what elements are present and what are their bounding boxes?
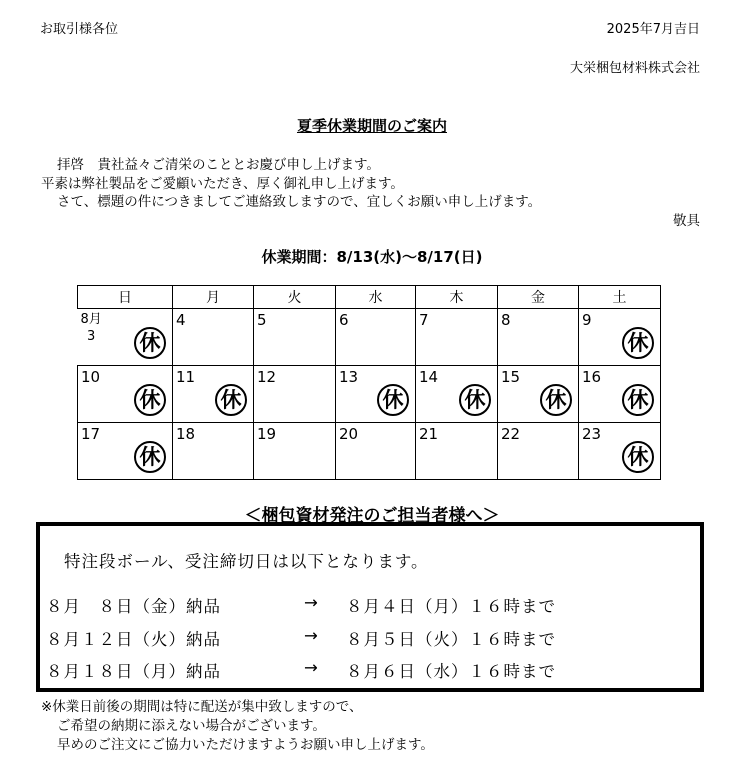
day-number: 20 bbox=[339, 425, 359, 443]
calendar-day-cell bbox=[173, 366, 254, 423]
day-number: 14 bbox=[419, 368, 439, 386]
closing-word: 敬具 bbox=[673, 213, 700, 229]
recipient: お取引様各位 bbox=[40, 22, 119, 37]
calendar-week-row bbox=[78, 423, 661, 480]
footnote-line-1: ※休業日前後の期間は特に配送が集中致しますので、 bbox=[41, 699, 363, 715]
calendar-day-cell bbox=[416, 366, 498, 423]
day-number: 4 bbox=[176, 311, 186, 329]
notice-lead: 特注段ボール、受注締切日は以下となります。 bbox=[64, 552, 429, 571]
day-number: 10 bbox=[81, 368, 101, 386]
closed-day-mark: 休 bbox=[459, 384, 491, 416]
closure-period: 休業期間：8/13(水)～8/17(日) bbox=[261, 248, 483, 266]
arrow-1: → bbox=[304, 593, 319, 612]
closed-day-mark: 休 bbox=[540, 384, 572, 416]
calendar-day-cell bbox=[173, 309, 254, 366]
day-number: 12 bbox=[257, 368, 277, 386]
day-number: 8 bbox=[501, 311, 511, 329]
arrow-3: → bbox=[304, 658, 319, 677]
day-number: 7 bbox=[419, 311, 429, 329]
footnote-line-2: ご希望の納期に添えない場合がございます。 bbox=[57, 718, 326, 734]
footnote-line-3: 早めのご注文にご協力いただけますようお願い申し上げます。 bbox=[57, 737, 434, 753]
intro-line-3: さて、標題の件につきましてご連絡致しますので、宜しくお願い申し上げます。 bbox=[57, 194, 542, 210]
company-name: 大栄梱包材料株式会社 bbox=[569, 61, 700, 76]
closed-day-mark: 休 bbox=[134, 384, 166, 416]
intro-line-1: 拝啓 貴社益々ご清栄のこととお慶び申し上げます。 bbox=[57, 157, 380, 173]
closed-day-mark: 休 bbox=[134, 327, 166, 359]
month-label: 8月 bbox=[80, 312, 102, 327]
day-number: 21 bbox=[419, 425, 439, 443]
calendar-day-cell bbox=[78, 366, 173, 423]
weekday-header-row bbox=[78, 286, 661, 309]
calendar-day-cell bbox=[416, 309, 498, 366]
calendar-day-cell bbox=[579, 366, 661, 423]
month-and-day-label bbox=[81, 311, 102, 345]
calendar-day-cell bbox=[579, 309, 661, 366]
calendar-day-cell bbox=[254, 309, 336, 366]
calendar-day-cell bbox=[579, 423, 661, 480]
closed-day-mark: 休 bbox=[215, 384, 247, 416]
day-number: 3 bbox=[87, 329, 96, 344]
calendar-day-cell bbox=[498, 309, 579, 366]
day-number: 15 bbox=[501, 368, 521, 386]
issue-date: 2025年7月吉日 bbox=[606, 22, 700, 37]
calendar-day-cell bbox=[336, 423, 416, 480]
calendar-day-cell bbox=[78, 423, 173, 480]
weekday-sun: 日 bbox=[78, 286, 173, 309]
day-number: 18 bbox=[176, 425, 196, 443]
day-number: 9 bbox=[582, 311, 592, 329]
weekday-fri: 金 bbox=[498, 286, 579, 309]
calendar-day-cell bbox=[498, 366, 579, 423]
deadline-1: ８月４日（月）１６時まで bbox=[346, 597, 556, 616]
holiday-calendar bbox=[77, 285, 661, 480]
delivery-date-2: ８月１２日（火）納品 bbox=[46, 630, 221, 649]
document-title: 夏季休業期間のご案内 bbox=[296, 117, 447, 135]
day-number: 5 bbox=[257, 311, 267, 329]
calendar-week-row bbox=[78, 366, 661, 423]
calendar-day-cell bbox=[336, 309, 416, 366]
calendar-day-cell bbox=[416, 423, 498, 480]
day-number: 13 bbox=[339, 368, 359, 386]
calendar-week-row bbox=[78, 309, 661, 366]
day-number: 19 bbox=[257, 425, 277, 443]
closed-day-mark: 休 bbox=[622, 327, 654, 359]
calendar-day-cell bbox=[254, 366, 336, 423]
calendar-day-cell bbox=[254, 423, 336, 480]
weekday-sat: 土 bbox=[579, 286, 661, 309]
calendar-day-cell bbox=[78, 309, 173, 366]
closed-day-mark: 休 bbox=[622, 384, 654, 416]
weekday-wed: 水 bbox=[336, 286, 416, 309]
weekday-thu: 木 bbox=[416, 286, 498, 309]
closed-day-mark: 休 bbox=[134, 441, 166, 473]
day-number: 6 bbox=[339, 311, 349, 329]
calendar-day-cell bbox=[173, 423, 254, 480]
weekday-mon: 月 bbox=[173, 286, 254, 309]
intro-line-2: 平素は弊社製品をご愛顧いただき、厚く御礼申し上げます。 bbox=[41, 176, 404, 192]
day-number: 23 bbox=[582, 425, 602, 443]
closed-day-mark: 休 bbox=[622, 441, 654, 473]
day-number: 11 bbox=[176, 368, 196, 386]
delivery-date-3: ８月１８日（月）納品 bbox=[46, 662, 221, 681]
deadline-3: ８月６日（水）１６時まで bbox=[346, 662, 556, 681]
weekday-tue: 火 bbox=[254, 286, 336, 309]
delivery-date-1: ８月 ８日（金）納品 bbox=[46, 597, 221, 616]
day-number: 17 bbox=[81, 425, 101, 443]
closed-day-mark: 休 bbox=[377, 384, 409, 416]
deadline-2: ８月５日（火）１６時まで bbox=[346, 630, 556, 649]
calendar-day-cell bbox=[498, 423, 579, 480]
order-deadline-box bbox=[36, 522, 704, 692]
day-number: 22 bbox=[501, 425, 521, 443]
section-heading: ＜梱包資材発注のご担当者様へ＞ bbox=[244, 506, 500, 526]
day-number: 16 bbox=[582, 368, 602, 386]
arrow-2: → bbox=[304, 626, 319, 645]
calendar-day-cell bbox=[336, 366, 416, 423]
